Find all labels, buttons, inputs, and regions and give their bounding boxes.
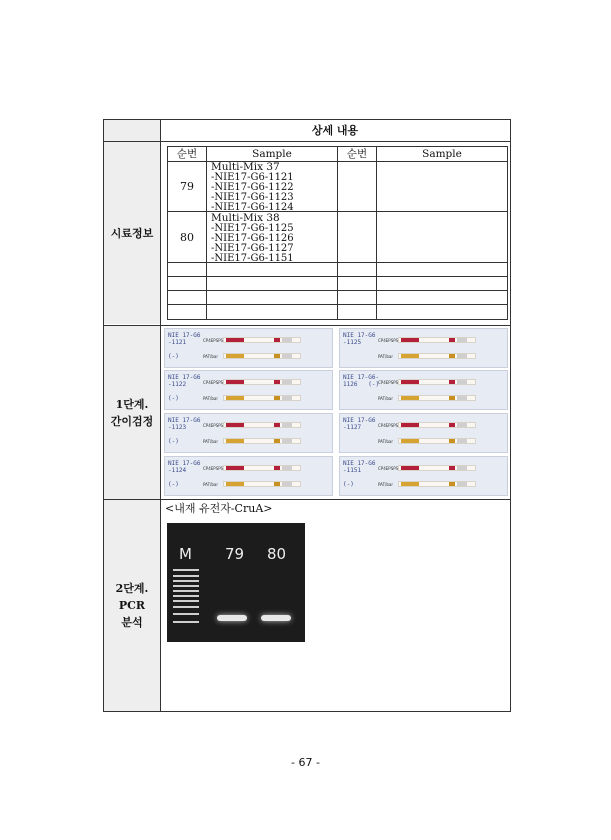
cell-divider [376, 147, 377, 319]
strip-bar [223, 481, 301, 487]
row-no: 79 [180, 180, 194, 193]
handwritten-note: NIE 17-G6 -1124 (-) [168, 460, 201, 488]
handwritten-note: NIE 17-G6 -1123 (-) [168, 417, 201, 445]
strip-bar [223, 353, 301, 359]
strip-label: CP4EPSPS [203, 466, 224, 471]
sample-item: -NIE17-G6-1122 [211, 182, 294, 193]
sample-cell [211, 162, 294, 213]
col-header-no-2: 순번 [346, 148, 368, 160]
row-divider [103, 325, 511, 326]
lane-label: M [179, 545, 192, 563]
strip-bar [223, 379, 301, 385]
ladder-band [173, 600, 199, 602]
cell-divider [168, 304, 507, 305]
ladder-band [173, 590, 199, 592]
sample-band [261, 615, 291, 621]
sample-item: -NIE17-G6-1124 [211, 202, 294, 213]
ladder-band [173, 585, 199, 587]
label-step2-line1: 2단계. [115, 582, 149, 595]
label-step2-line2: PCR [118, 599, 146, 612]
gel-caption: <내재 유전자-CruA> [165, 502, 273, 515]
ladder-band [173, 580, 199, 582]
strip-label: PAT/bar [203, 354, 219, 359]
strip-label: PAT/bar [378, 354, 394, 359]
strip-label: PAT/bar [378, 396, 394, 401]
row-divider [103, 141, 511, 142]
test-strip-photo [339, 456, 508, 496]
cell-divider [168, 276, 507, 277]
strip-label: CP4EPSPS [378, 380, 399, 385]
strip-bar [398, 337, 476, 343]
strip-label: CP4EPSPS [378, 466, 399, 471]
page-number: - 67 - [291, 756, 320, 769]
ladder-band [173, 569, 199, 571]
cell-divider [168, 290, 507, 291]
strip-bar [398, 481, 476, 487]
sample-table [167, 146, 508, 320]
table-title: 상세 내용 [311, 124, 359, 137]
strip-bar [398, 422, 476, 428]
label-step2-line3: 분석 [121, 616, 143, 629]
row-no: 80 [180, 231, 194, 244]
ladder-band [173, 613, 199, 615]
label-step2 [104, 500, 160, 711]
cell-divider [206, 147, 207, 319]
test-strip-photo [164, 370, 333, 410]
sample-title: Multi-Mix 38 [211, 212, 280, 224]
strip-label: PAT/bar [378, 439, 394, 444]
strip-bar [223, 465, 301, 471]
ladder-band [173, 606, 199, 608]
test-strip-photo [164, 456, 333, 496]
sample-item: -NIE17-G6-1125 [211, 223, 294, 234]
strip-label: CP4EPSPS [378, 423, 399, 428]
label-step1 [104, 326, 160, 499]
strip-bar [398, 395, 476, 401]
strip-bar [398, 465, 476, 471]
strip-label: PAT/bar [378, 482, 394, 487]
handwritten-note: NIE 17-G6 -1127 [343, 417, 376, 431]
col-header-no: 순번 [176, 148, 198, 160]
gel-image [167, 523, 305, 642]
handwritten-note: NIE 17-G6 -1151 (-) [343, 460, 376, 488]
strip-label: CP4EPSPS [203, 423, 224, 428]
strip-bar [398, 379, 476, 385]
sample-item: -NIE17-G6-1127 [211, 243, 294, 254]
ladder-band [173, 595, 199, 597]
ladder-band [173, 621, 199, 623]
test-strip-photo [339, 370, 508, 410]
sample-item: -NIE17-G6-1123 [211, 192, 294, 203]
col-header-sample-2: Sample [422, 148, 462, 160]
lane-label: 80 [267, 545, 287, 563]
sample-title: Multi-Mix 37 [211, 161, 280, 173]
ladder-band [173, 575, 199, 577]
handwritten-note: NIE 17-G6 -1125 [343, 332, 376, 346]
handwritten-note: NIE 17-G6 -1122 (-) [168, 374, 201, 402]
lane-label: 79 [225, 545, 245, 563]
strip-label: PAT/bar [203, 439, 219, 444]
sample-cell [211, 213, 294, 264]
test-strip-photo [339, 413, 508, 453]
label-step1-line2: 간이검정 [110, 414, 154, 428]
col-header-sample: Sample [252, 148, 292, 160]
test-strip-photo [164, 328, 333, 368]
handwritten-note: NIE 17-G6 -1121 (-) [168, 332, 201, 360]
strip-label: CP4EPSPS [203, 380, 224, 385]
column-divider [160, 119, 161, 712]
strip-bar [223, 422, 301, 428]
sample-item: -NIE17-G6-1151 [211, 253, 294, 264]
cell-divider [337, 147, 338, 319]
test-strip-photo [339, 328, 508, 368]
strip-bar [398, 438, 476, 444]
handwritten-note: NIE 17-G6- 1126 (-) [343, 374, 380, 388]
label-step1-line1: 1단계. [115, 397, 149, 411]
strip-label: CP4EPSPS [203, 338, 224, 343]
label-sample-info-text: 시료정보 [110, 226, 154, 240]
strip-label: CP4EPSPS [378, 338, 399, 343]
strip-bar [398, 353, 476, 359]
sample-item: -NIE17-G6-1126 [211, 233, 294, 244]
strip-bar [223, 337, 301, 343]
strip-label: PAT/bar [203, 396, 219, 401]
sample-item: -NIE17-G6-1121 [211, 172, 294, 183]
strip-label: PAT/bar [203, 482, 219, 487]
header-left-cell [104, 120, 160, 141]
test-strip-photo [164, 413, 333, 453]
strip-bar [223, 395, 301, 401]
sample-band [217, 615, 247, 621]
strip-bar [223, 438, 301, 444]
label-sample-info [104, 142, 160, 324]
